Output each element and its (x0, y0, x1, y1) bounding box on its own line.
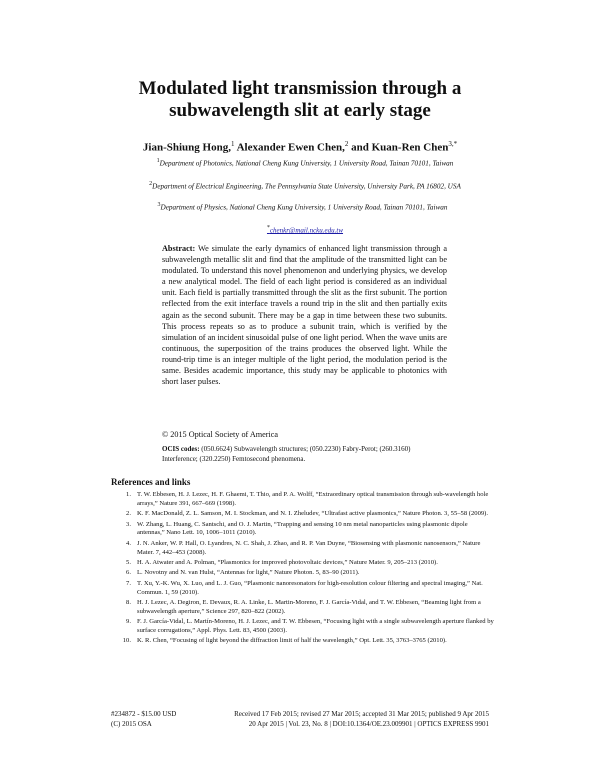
reference-item (111, 599, 496, 617)
reference-number: 5. (126, 558, 131, 566)
reference-item (111, 510, 496, 519)
reference-number: 7. (126, 579, 131, 587)
email-link[interactable]: chenkr@mail.ncku.edu.tw (269, 226, 344, 235)
reference-text: L. Novotny and N. van Hulst, “Antennas for light,” Nature Photon. 5, 83–90 (2011). (137, 569, 360, 577)
reference-number: 10. (122, 637, 131, 645)
affiliation-3-sup: 3 (157, 202, 161, 208)
reference-text: K. R. Chen, “Focusing of light beyond the diffraction limit of half the wavelength,” Opt. Lett. 35, 3763–3765 (2010). (137, 637, 447, 645)
copyright-notice: © 2015 Optical Society of America (162, 430, 279, 439)
reference-text: H. A. Atwater and A. Polman, “Plasmonics for improved photovoltaic devices,” Nature Mater. 9, 205–213 (2010). (137, 558, 438, 566)
author-2: Alexander Ewen Chen, (234, 141, 345, 154)
reference-number: 9. (126, 618, 131, 626)
affiliation-1-sup: 1 (156, 158, 160, 164)
reference-text: H. J. Lezec, A. Degiron, E. Devaux, R. A. Linke, L. Martin-Moreno, F. J. García-Vidal, and T. W. Ebbesen, “Beaming light from a subwavelength aperture,” Science 297, 820–822 (2002). (137, 598, 481, 615)
footer-citation: 20 Apr 2015 | Vol. 23, No. 8 | DOI:10.1364/OE.23.009901 | OPTICS EXPRESS 9901 (248, 720, 489, 728)
footer-copyright: (C) 2015 OSA (111, 720, 152, 728)
reference-item (111, 559, 496, 568)
affiliation-2-text: Department of Electrical Engineering, The Pennsylvania State University, University Park, PA 16802, USA (152, 182, 461, 191)
abstract-text: We simulate the early dynamics of enhanced light transmission through a subwavelength metallic slit and find that the amplitude of the transmitted light can be modulated. To understand this novel phenomenon and underlying physics, we develop a new analytical model. The field of each light period is considered as an individual unit. Each field is partially transmitted through the slit as the first subunit. The portion reflected from the exit interface travels a round trip in the slit and then partially exits again as the second subunit. There may be a gap in time between these two subunits. This process repeats so as to produce a subunit train, which is verified by the simulation of an incident sinusoidal pulse of one light period. When the wave units are continuous, the superposition of the trains produces the observed light. While the round-trip time is an integer multiple of the light period, the modulation period is the same. Besides academic importance, this study may be applicable to photonics with short laser pulses. (162, 244, 447, 387)
paper-title (120, 78, 480, 122)
author-3-sup: 3,* (448, 140, 458, 148)
author-2-sup: 2 (344, 140, 349, 148)
reference-number: 8. (126, 598, 131, 606)
author-3: and Kuan-Ren Chen (348, 141, 449, 154)
reference-list (111, 491, 496, 648)
title-line-1: Modulated light transmission through a (138, 78, 462, 99)
author-1-sup: 1 (230, 140, 235, 148)
corresponding-email[interactable] (230, 225, 380, 234)
footer-dates: Received 17 Feb 2015; revised 27 Mar 2015; accepted 31 Mar 2015; published 9 Apr 2015 (234, 710, 489, 718)
reference-text: J. N. Anker, W. P. Hall, O. Lyandres, N. C. Shah, J. Zhao, and R. P. Van Duyne, “Biosensing with plasmonic nanosensors,” Nature Mater. 7, 442–453 (2008). (137, 539, 481, 556)
footer-left (111, 709, 176, 729)
reference-item (111, 618, 496, 636)
abstract (162, 243, 447, 387)
reference-number: 4. (126, 539, 131, 547)
references-heading: References and links (111, 477, 191, 487)
reference-number: 1. (126, 491, 131, 498)
reference-text: K. F. MacDonald, Z. L. Samson, M. I. Stockman, and N. I. Zheludev, “Ultrafast active plasmonics,” Nature Photon. 3, 55–58 (2009). (137, 510, 489, 518)
reference-text: T. W. Ebbesen, H. J. Lezec, H. F. Ghaemi, T. Thio, and P. A. Wolff, “Extraordinary optical transmission through sub-wavelength hole arrays,” Nature 391, 667–669 (1998). (137, 491, 489, 507)
email-sup: * (266, 225, 270, 231)
affiliation-2-sup: 2 (149, 181, 153, 187)
affiliation-1 (155, 157, 455, 168)
affiliation-1-text: Department of Photonics, National Cheng Kung University, 1 University Road, Tainan 70101, Taiwan (159, 159, 454, 168)
footer-right (234, 709, 489, 729)
affiliation-3-text: Department of Physics, National Cheng Kung University, 1 University Road, Tainan 70101, Taiwan (160, 203, 448, 212)
reference-number: 6. (126, 569, 131, 577)
reference-item (111, 521, 496, 539)
reference-item (111, 580, 496, 598)
reference-text: T. Xu, Y.-K. Wu, X. Luo, and L. J. Guo, “Plasmonic nanoresonators for high-resolution colour filtering and spectral imaging,” Nat. Commun. 1, 59 (2010). (137, 579, 483, 596)
footer-price: #234872 - $15.00 USD (111, 710, 177, 718)
ocis-heading: OCIS codes: (162, 445, 200, 453)
title-line-2: subwavelength slit at early stage (169, 100, 431, 121)
ocis-text: (050.6624) Subwavelength structures; (050.2230) Fabry-Perot; (260.3160) Interference; (320.2250) Femtosecond phenomena. (162, 445, 411, 463)
abstract-heading: Abstract: (162, 244, 196, 253)
author-list (80, 140, 520, 154)
reference-number: 3. (126, 520, 131, 528)
ocis-codes (162, 444, 447, 464)
author-1: Jian-Shiung Hong, (142, 141, 231, 154)
reference-text: W. Zhang, L. Huang, C. Santschi, and O. J. Martin, “Trapping and sensing 10 nm metal nanoparticles using plasmonic dipole antennas,” Nano Lett. 10, 1006–1011 (2010). (137, 520, 468, 537)
reference-item (111, 491, 496, 509)
reference-item (111, 540, 496, 558)
reference-number: 2. (126, 510, 131, 518)
affiliation-3 (145, 201, 460, 212)
reference-item (111, 637, 496, 646)
reference-item (111, 569, 496, 578)
reference-text: F. J. García-Vidal, L. Martín-Moreno, H. J. Lezec, and T. W. Ebbesen, “Focusing light with a single subwavelength aperture flanked by surface corrugations,” Appl. Phys. Lett. 83, 4500 (2003). (137, 618, 494, 634)
affiliation-2 (140, 180, 470, 191)
